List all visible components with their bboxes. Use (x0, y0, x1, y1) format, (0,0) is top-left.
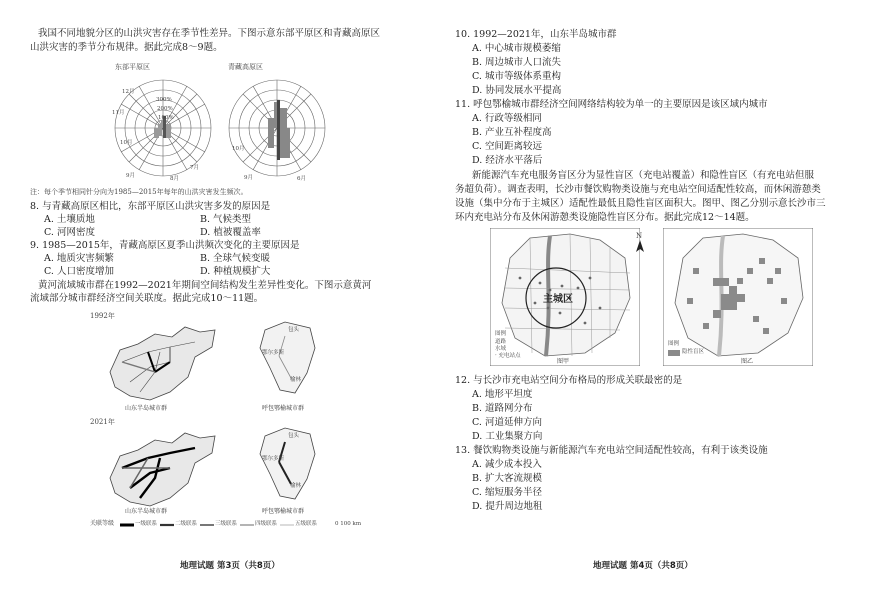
radial-label-200: 200% (157, 106, 173, 112)
month-11: 11月 (112, 110, 125, 116)
city-baotou-2021: 包头 (288, 433, 300, 439)
left-footer: 地理试题 第3页（共8页） (180, 561, 280, 571)
intro3-line-1: 新能源汽车充电服务盲区分为显性盲区（充电站覆盖）和隐性盲区（有充电站但服 (472, 170, 815, 181)
q11-option-c: C. 空间距离较远 (472, 141, 542, 152)
q11-option-d: D. 经济水平落后 (472, 155, 543, 166)
q10-option-c: C. 城市等级体系重构 (472, 71, 561, 82)
chart2-title: 青藏高原区 (228, 63, 263, 71)
city-ordos-1992: 鄂尔多斯 (262, 350, 285, 356)
year-2021: 2021年 (90, 418, 115, 426)
north-arrow-icon (635, 240, 645, 254)
q9-option-b: B. 全球气候变暖 (200, 253, 271, 264)
intro3-line-3: 设施（集中分布于主城区）适配性最低且隐性盲区面积大。图甲、图乙分别示意长沙市三 (455, 198, 826, 209)
map-cap-shandong-2021: 山东半岛城市群 (125, 508, 168, 515)
month-8: 8月 (170, 176, 179, 182)
changsha-map-b (663, 228, 813, 366)
q8-option-d: D. 植被覆盖率 (200, 227, 261, 238)
shandong-map-1992 (100, 322, 220, 404)
question-13: 13. 餐饮购物类设施与新能源汽车充电站空间适配性较高，有利于该类设施 (455, 445, 768, 456)
month-6b: 6月 (297, 176, 306, 182)
intro2-line-1: 黄河流域城市群在1992—2021年期间空间结构发生差异性变化。下图示意黄河 (38, 280, 372, 291)
year-1992: 1992年 (90, 312, 115, 320)
legend-title: 关联等级 (90, 520, 115, 527)
q13-option-a: A. 减少成本投入 (472, 459, 542, 470)
q8-option-a: A. 土壤质地 (44, 214, 95, 225)
map-center-label: 主城区 (543, 294, 573, 305)
q13-option-b: B. 扩大客流规模 (472, 473, 543, 484)
legend-a-station: · 充电站点 (495, 353, 521, 359)
legend-level-4: 四级联系 (255, 521, 278, 527)
q12-option-a: A. 地形平坦度 (472, 389, 533, 400)
q9-option-c: C. 人口密度增加 (44, 266, 114, 277)
chart1-title: 东部平原区 (115, 63, 150, 71)
legend-a-title: 图例 (495, 331, 507, 337)
legend-level-2: 二级联系 (175, 521, 198, 527)
month-9: 9月 (126, 173, 135, 179)
intro3-line-4: 环内充电站分布及休闲游憩类设施隐性盲区分布。据此完成12～14题。 (455, 212, 755, 223)
q9-option-d: D. 种植规模扩大 (200, 266, 271, 277)
month-10: 10月 (120, 140, 133, 146)
question-12: 12. 与长沙市充电站空间分布格局的形成关联最密的是 (455, 375, 683, 386)
question-8: 8. 与青藏高原区相比，东部平原区山洪灾害多发的原因是 (30, 201, 271, 212)
q13-option-c: C. 缩短服务半径 (472, 487, 542, 498)
intro2-line-2: 流域部分城市群经济空间关联度。据此完成10～11题。 (30, 293, 264, 304)
q13-option-d: D. 提升周边地租 (472, 501, 543, 512)
legend-level-1: 一级联系 (135, 521, 158, 527)
map-b-caption: 图乙 (741, 358, 754, 365)
legend-level-3: 三级联系 (215, 521, 238, 527)
radial-label-300: 300% (156, 97, 172, 103)
q8-option-b: B. 气候类型 (200, 214, 252, 225)
city-yulin-2021: 榆林 (290, 483, 302, 489)
city-baotou-1992: 包头 (288, 327, 300, 333)
legend-level-5: 五级联系 (295, 521, 318, 527)
month-9b: 9月 (244, 175, 253, 181)
month-10b: 10月 (232, 146, 245, 152)
map-cap-shandong-1992: 山东半岛城市群 (125, 405, 168, 412)
q12-option-d: D. 工业集聚方向 (472, 431, 543, 442)
radial-chart-tibet-plateau (222, 72, 332, 184)
legend-b-title: 图例 (668, 341, 680, 347)
intro-line-2: 山洪灾害的季节分布规律。据此完成8～9题。 (30, 42, 223, 53)
map-cap-hubaoeyu-2021: 呼包鄂榆城市群 (262, 508, 305, 515)
intro-line-1: 我国不同地貌分区的山洪灾害存在季节性差异。下图示意东部平原区和青藏高原区 (38, 28, 381, 39)
city-yulin-1992: 榆林 (290, 377, 302, 383)
q11-option-b: B. 产业互补程度高 (472, 127, 552, 138)
chart-note: 注：每个季节相同针分向为1985—2015年每年的山洪灾害发生频次。 (30, 188, 248, 196)
q10-option-d: D. 协同发展水平提高 (472, 85, 562, 96)
city-ordos-2021: 鄂尔多斯 (262, 456, 285, 462)
q10-option-b: B. 周边城市人口流失 (472, 57, 562, 68)
month-12: 12月 (122, 89, 135, 95)
intro3-line-2: 务超负荷）。调查表明，长沙市餐饮购物类设施与充电站空间适配性较高，而休闲游憩类 (455, 184, 821, 195)
legend-b-blindzone: 隐性盲区 (682, 349, 705, 355)
legend-b-swatch (668, 350, 680, 356)
right-footer: 地理试题 第4页（共8页） (593, 561, 693, 571)
q11-option-a: A. 行政等级相同 (472, 113, 542, 124)
map-cap-hubaoeyu-1992: 呼包鄂榆城市群 (262, 405, 305, 412)
north-arrow-label: N (636, 232, 643, 240)
q12-option-c: C. 河道延伸方向 (472, 417, 542, 428)
month-7: 7月 (190, 165, 199, 171)
question-9: 9. 1985—2015年，青藏高原区夏季山洪频次变化的主要原因是 (30, 240, 300, 251)
scale-bar: 0 100 km (335, 521, 362, 527)
q8-option-c: C. 河网密度 (44, 227, 95, 238)
q9-option-a: A. 地质灾害频繁 (44, 253, 114, 264)
q12-option-b: B. 道路网分布 (472, 403, 533, 414)
legend-a-road: 道路 (495, 339, 507, 345)
legend-a-water: 水域 (495, 346, 507, 352)
q10-option-a: A. 中心城市规模萎缩 (472, 43, 561, 54)
radial-label-100: 100% (158, 115, 174, 121)
question-10: 10. 1992—2021年，山东半岛城市群 (455, 29, 617, 40)
question-11: 11. 呼包鄂榆城市群经济空间网络结构较为单一的主要原因是该区域内城市 (455, 99, 768, 110)
shandong-map-2021 (100, 428, 220, 510)
map-a-caption: 图甲 (557, 358, 570, 365)
